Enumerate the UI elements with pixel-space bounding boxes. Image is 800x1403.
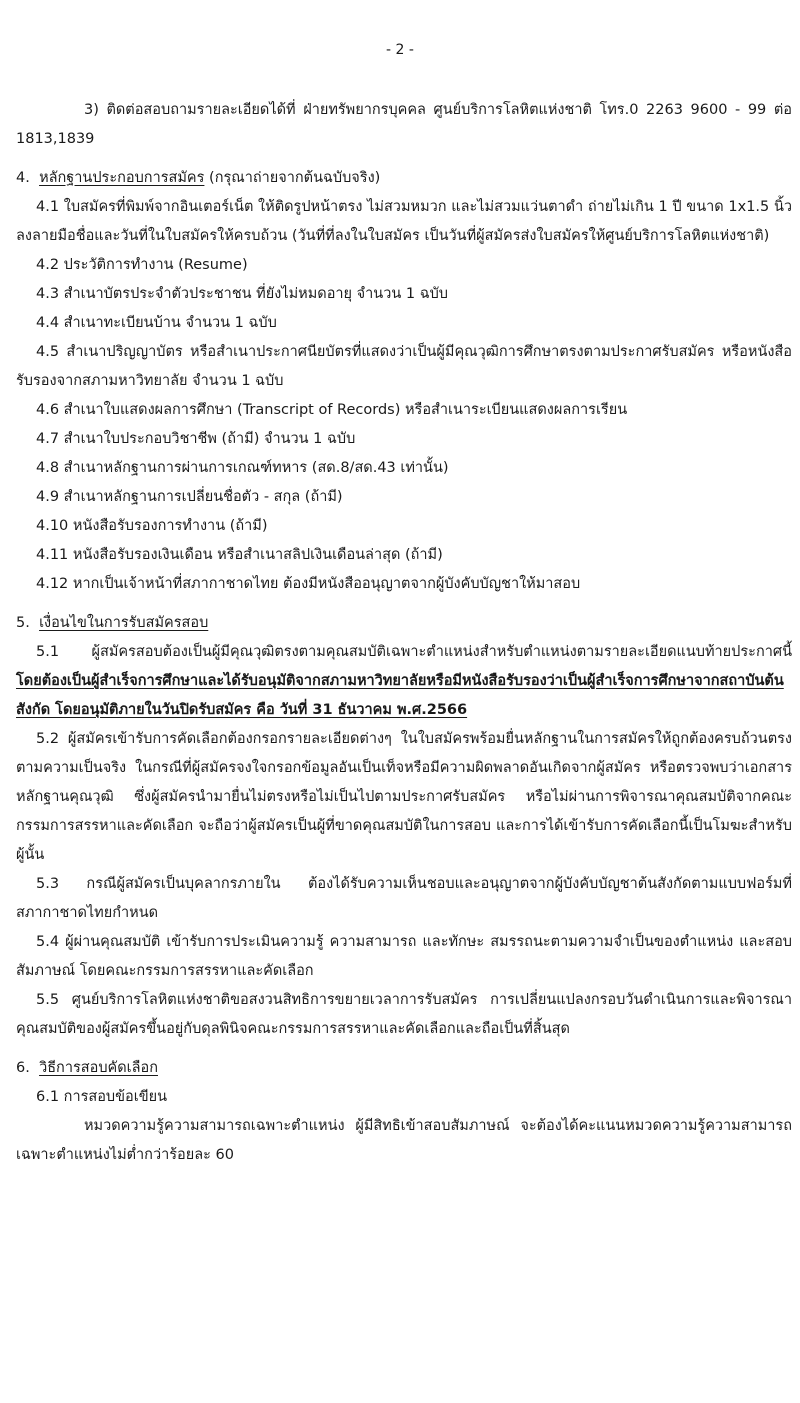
section-6-number: 6.: [16, 1060, 30, 1076]
section-5-heading: [16, 609, 792, 638]
doc-item-4-3: 4.3 สำเนาบัตรประจำตัวประชาชน ที่ยังไม่หมดอายุ จำนวน 1 ฉบับ: [36, 286, 448, 302]
doc-item-4-8: 4.8 สำเนาหลักฐานการผ่านการเกณฑ์ทหาร (สด.8/สด.43 เท่านั้น): [36, 460, 449, 476]
doc-item-4-5: 4.5 สำเนาปริญญาบัตร หรือสำเนาประกาศนียบัตรที่แสดงว่าเป็นผู้มีคุณวุฒิการศึกษาตรงตามประกาศรับสมัคร หรือหนังสือรับรองจากสภามหาวิทยาลัย จำนวน 1 ฉบับ: [16, 344, 792, 389]
contact-paragraph: 3) ติดต่อสอบถามรายละเอียดได้ที่ ฝ่ายทรัพยากรบุคคล ศูนย์บริการโลหิตแห่งชาติ โทร.0 2263 9600 - 99 ต่อ 1813,1839: [16, 102, 792, 147]
doc-item-4-4: 4.4 สำเนาทะเบียนบ้าน จำนวน 1 ฉบับ: [36, 315, 277, 331]
condition-5-4: 5.4 ผู้ผ่านคุณสมบัติ เข้ารับการประเมินความรู้ ความสามารถ และทักษะ สมรรถนะตามความจำเป็นของตำแหน่ง และสอบสัมภาษณ์ โดยคณะกรรมการสรรหาและคัดเลือก: [16, 934, 792, 979]
section-6-heading: [16, 1054, 792, 1083]
section-4-heading: [16, 164, 792, 193]
doc-item-4-1: 4.1 ใบสมัครที่พิมพ์จากอินเตอร์เน็ต ให้ติดรูปหน้าตรง ไม่สวมหมวก และไม่สวมแว่นตาดำ ถ่ายไม่เกิน 1 ปี ขนาด 1x1.5 นิ้ว ลงลายมือชื่อและวันที่ในใบสมัครให้ครบถ้วน (วันที่ที่ลงในใบสมัคร เป็นวันที่ผู้สมัครส่งใบสมัครให้ศูนย์บริการโลหิตแห่งชาติ): [16, 199, 792, 244]
section-5-number: 5.: [16, 615, 30, 631]
condition-5-1-emphasis: โดยต้องเป็นผู้สำเร็จการศึกษาและได้รับอนุมัติจากสภามหาวิทยาลัยหรือมีหนังสือรับรองว่าเป็นผู้สำเร็จการศึกษาจากสถาบันต้นสังกัด โดยอนุมัติภายในวันปิดรับสมัคร คือ วันที่ 31 ธันวาคม พ.ศ.2566: [16, 673, 784, 718]
condition-5-5: 5.5 ศูนย์บริการโลหิตแห่งชาติขอสงวนสิทธิการขยายเวลาการรับสมัคร การเปลี่ยนแปลงกรอบวันดำเนินการและพิจารณาคุณสมบัติของผู้สมัครขึ้นอยู่กับดุลพินิจคณะกรรมการสรรหาและคัดเลือกและถือเป็นที่สิ้นสุด: [16, 992, 792, 1037]
section-6-1-title: 6.1 การสอบข้อเขียน: [36, 1089, 168, 1105]
condition-5-1: [16, 638, 792, 725]
doc-item-4-9: 4.9 สำเนาหลักฐานการเปลี่ยนชื่อตัว - สกุล (ถ้ามี): [36, 489, 343, 505]
section-4-number: 4.: [16, 170, 30, 186]
doc-item-4-11: 4.11 หนังสือรับรองเงินเดือน หรือสำเนาสลิปเงินเดือนล่าสุด (ถ้ามี): [36, 547, 443, 563]
section-5-title: เงื่อนไขในการรับสมัครสอบ: [39, 615, 209, 631]
condition-5-1-text: 5.1 ผู้สมัครสอบต้องเป็นผู้มีคุณวุฒิตรงตามคุณสมบัติเฉพาะตำแหน่งสำหรับตำแหน่งตามรายละเอียดแนบท้ายประกาศนี้: [36, 644, 792, 660]
section-6-title: วิธีการสอบคัดเลือก: [39, 1060, 158, 1076]
doc-item-4-2: 4.2 ประวัติการทำงาน (Resume): [36, 257, 248, 273]
doc-item-4-10: 4.10 หนังสือรับรองการทำงาน (ถ้ามี): [36, 518, 268, 534]
doc-item-4-6: 4.6 สำเนาใบแสดงผลการศึกษา (Transcript of Records) หรือสำเนาระเบียนแสดงผลการเรียน: [36, 402, 628, 418]
document-body: [16, 96, 792, 1170]
section-4-note: (กรุณาถ่ายจากต้นฉบับจริง): [204, 170, 381, 186]
condition-5-3: 5.3 กรณีผู้สมัครเป็นบุคลากรภายใน ต้องได้รับความเห็นชอบและอนุญาตจากผู้บังคับบัญชาต้นสังกัดตามแบบฟอร์มที่สภากาชาดไทยกำหนด: [16, 876, 792, 921]
page-number: - 2 -: [386, 42, 414, 58]
section-4-title: หลักฐานประกอบการสมัคร: [39, 170, 205, 186]
section-6-1-body: หมวดความรู้ความสามารถเฉพาะตำแหน่ง ผู้มีสิทธิเข้าสอบสัมภาษณ์ จะต้องได้คะแนนหมวดความรู้ความสามารถเฉพาะตำแหน่งไม่ต่ำกว่าร้อยละ 60: [16, 1118, 792, 1163]
condition-5-2: 5.2 ผู้สมัครเข้ารับการคัดเลือกต้องกรอกรายละเอียดต่างๆ ในใบสมัครพร้อมยื่นหลักฐานในการสมัครให้ถูกต้องครบถ้วนตรงตามความเป็นจริง ในกรณีที่ผู้สมัครจงใจกรอกข้อมูลอันเป็นเท็จหรือมีความผิดพลาดอันเกิดจากผู้สมัคร หรือตรวจพบว่าเอกสารหลักฐานคุณวุฒิ ซึ่งผู้สมัครนำมายื่นไม่ตรงหรือไม่เป็นไปตามประกาศรับสมัคร หรือไม่ผ่านการพิจารณาคุณสมบัติจากคณะกรรมการสรรหาและคัดเลือก จะถือว่าผู้สมัครเป็นผู้ที่ขาดคุณสมบัติในการสอบ และการได้เข้ารับการคัดเลือกนี้เป็นโมฆะสำหรับผู้นั้น: [16, 731, 792, 863]
doc-item-4-7: 4.7 สำเนาใบประกอบวิชาชีพ (ถ้ามี) จำนวน 1 ฉบับ: [36, 431, 356, 447]
doc-item-4-12: 4.12 หากเป็นเจ้าหน้าที่สภากาชาดไทย ต้องมีหนังสืออนุญาตจากผู้บังคับบัญชาให้มาสอบ: [36, 576, 581, 592]
